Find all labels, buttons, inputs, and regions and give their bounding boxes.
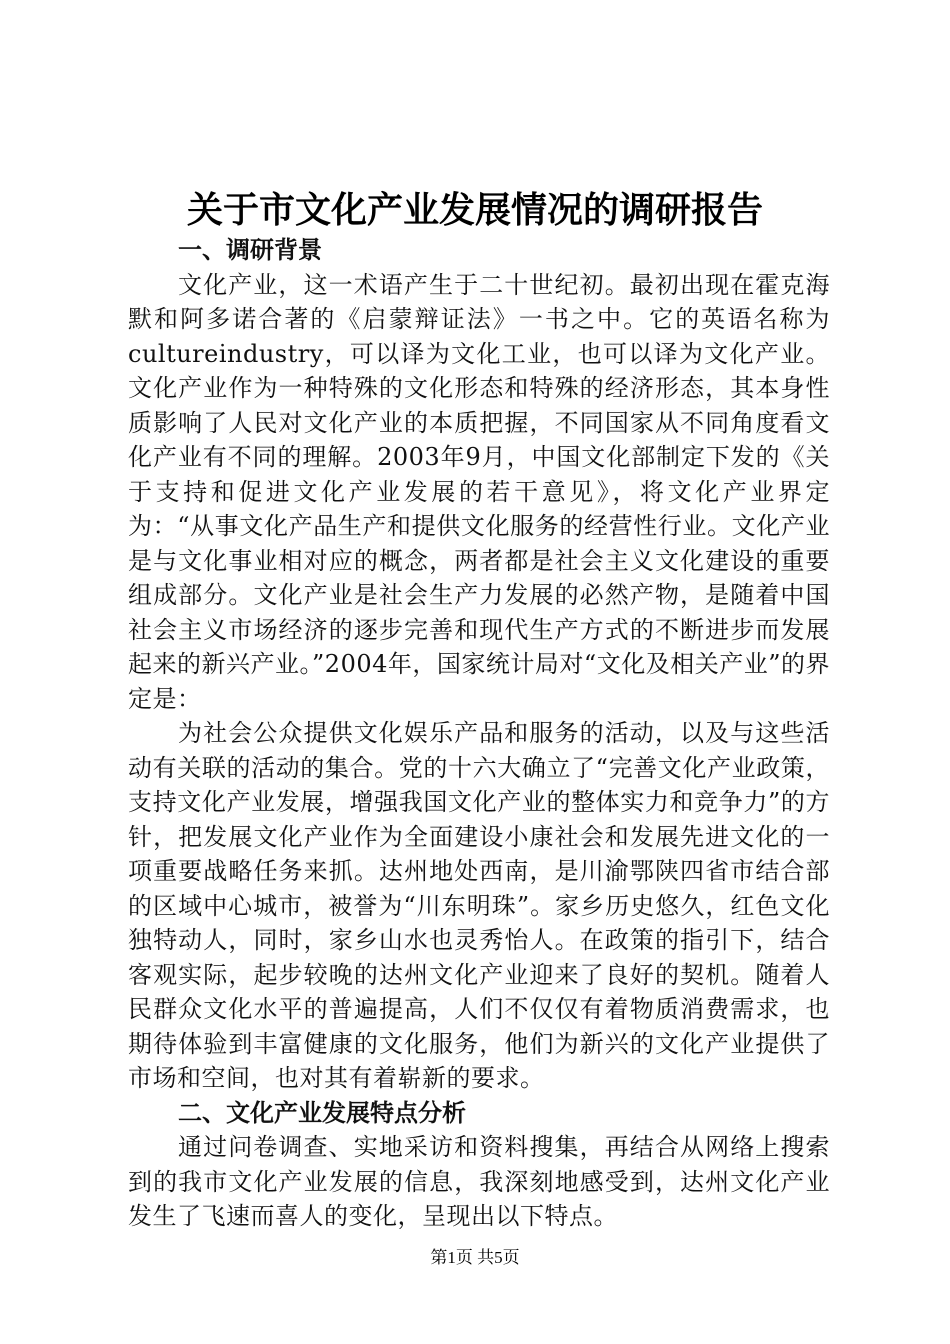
paragraph-3: 通过问卷调查、实地采访和资料搜集，再结合从网络上搜索到的我市文化产业发展的信息，我深刻地感受到，达州文化产业发生了飞速而喜人的变化，呈现出以下特点。	[128, 1133, 830, 1230]
page-number-footer: 第1页 共5页	[430, 1248, 520, 1267]
document-title: 关于市文化产业发展情况的调研报告	[186, 189, 763, 231]
paragraph-1: 文化产业，这一术语产生于二十世纪初。最初出现在霍克海默和阿多诺合著的《启蒙辩证法》一书之中。它的英语名称为cultureindustry，可以译为文化工业，也可以译为文化产业。文化产业作为一种特殊的文化形态和特殊的经济形态，其本身性质影响了人民对文化产业的本质把握，不同国家从不同角度看文化产业有不同的理解。2003年9月，中国文化部制定下发的《关于支持和促进文化产业发展的若干意见》，将文化产业界定为：“从事文化产品生产和提供文化服务的经营性行业。文化产业是与文化事业相对应的概念，两者都是社会主义文化建设的重要组成部分。文化产业是社会生产力发展的必然产物，是随着中国社会主义市场经济的逐步完善和现代生产方式的不断进步而发展起来的新兴产业。”2004年，国家统计局对“文化及相关产业”的界定是：	[128, 270, 830, 713]
section-heading-analysis: 二、文化产业发展特点分析	[178, 1098, 466, 1127]
paragraph-2: 为社会公众提供文化娱乐产品和服务的活动，以及与这些活动有关联的活动的集合。党的十六大确立了“完善文化产业政策，支持文化产业发展，增强我国文化产业的整体实力和竞争力”的方针，把发展文化产业作为全面建设小康社会和发展先进文化的一项重要战略任务来抓。达州地处西南，是川渝鄂陕四省市结合部的区域中心城市，被誉为“川东明珠”。家乡历史悠久，红色文化独特动人，同时，家乡山水也灵秀怡人。在政策的指引下，结合客观实际，起步较晚的达州文化产业迎来了良好的契机。随着人民群众文化水平的普遍提高，人们不仅仅有着物质消费需求，也期待体验到丰富健康的文化服务，他们为新兴的文化产业提供了市场和空间，也对其有着崭新的要求。	[128, 719, 830, 1092]
section-heading-background: 一、调研背景	[178, 236, 322, 264]
document-body	[128, 233, 830, 1234]
